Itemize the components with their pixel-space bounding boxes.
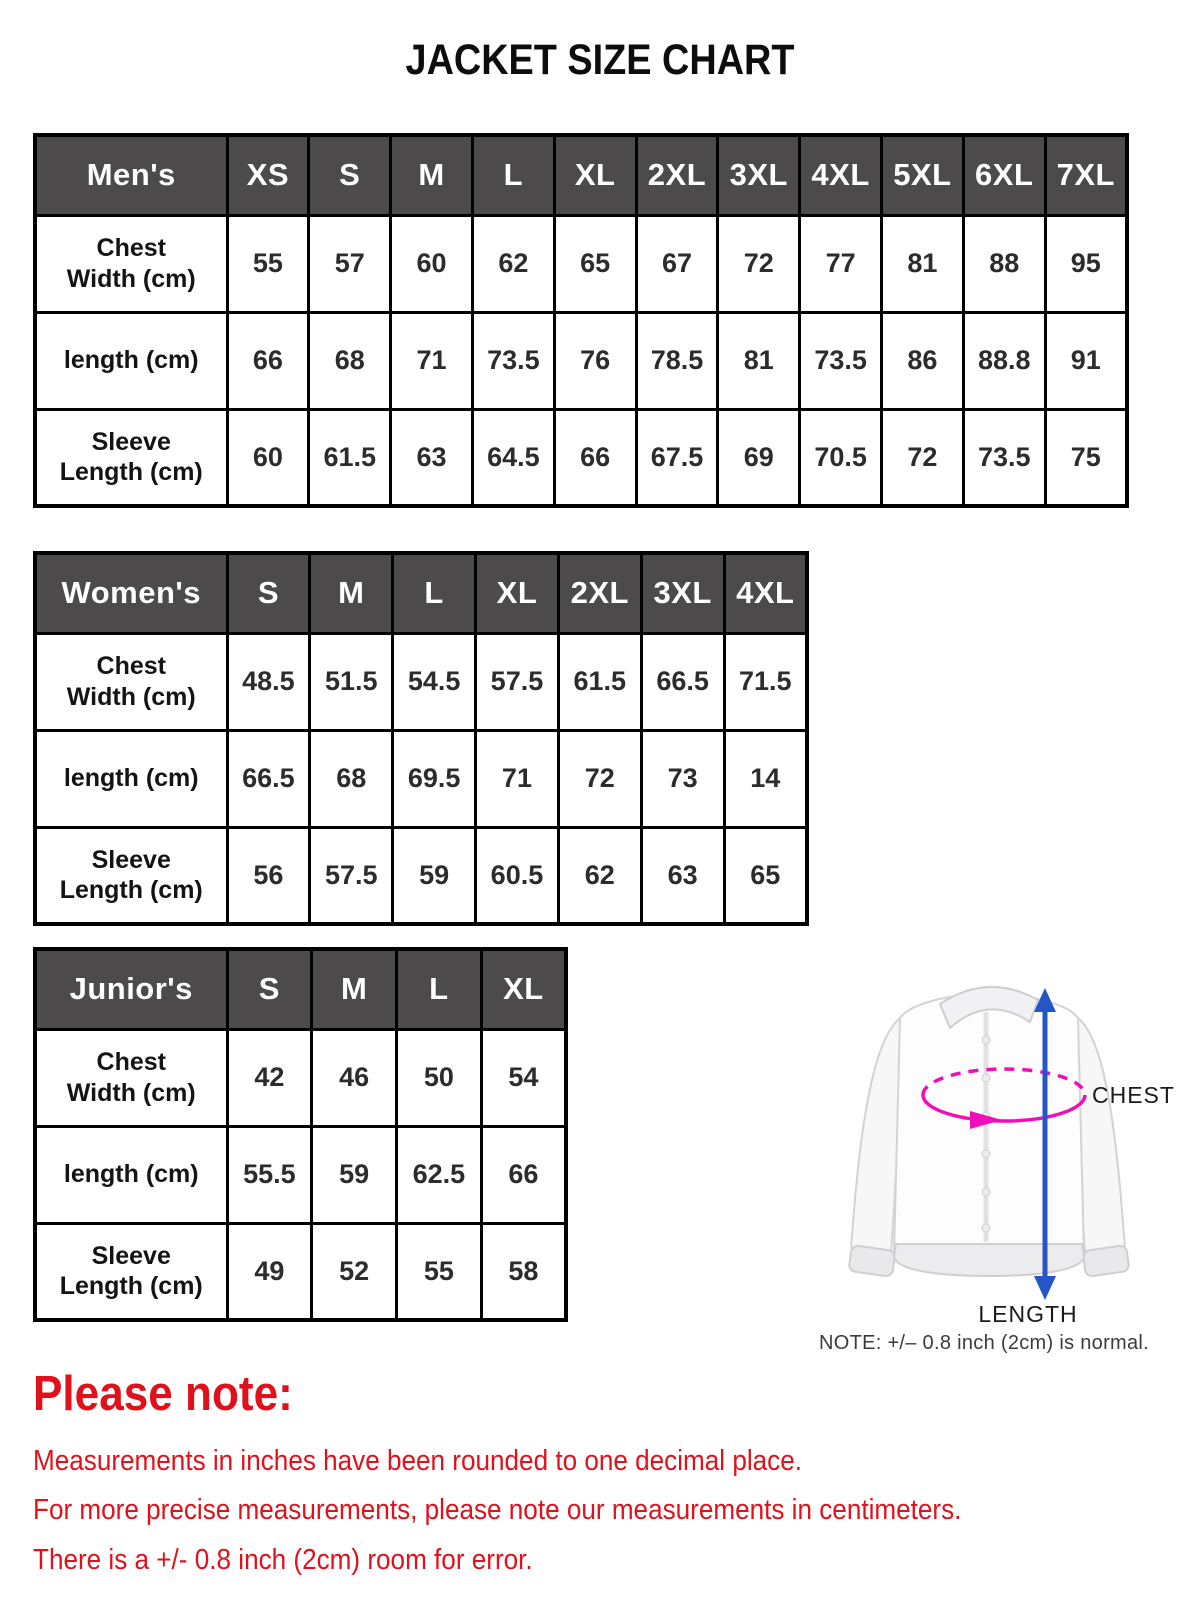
measurement-value: 55	[227, 215, 309, 312]
measurement-label: Chest Width (cm)	[35, 215, 227, 312]
size-header-cell: XL	[481, 949, 566, 1029]
measurement-row	[35, 1126, 566, 1223]
measurement-value: 88.8	[963, 312, 1045, 409]
length-label: LENGTH	[978, 1301, 1078, 1326]
measurement-value: 68	[310, 730, 393, 827]
size-header-cell: S	[309, 135, 391, 215]
measurement-value: 66.5	[641, 633, 724, 730]
please-note-heading: Please note:	[33, 1367, 293, 1421]
measurement-label: Chest Width (cm)	[35, 633, 227, 730]
please-note-line-1: Measurements in inches have been rounded to one decimal place.	[33, 1445, 802, 1477]
measurement-row	[35, 1029, 566, 1126]
size-header-row	[35, 135, 1127, 215]
womens-size-table	[33, 551, 809, 926]
size-header-cell: 3XL	[718, 135, 800, 215]
measurement-value: 55	[397, 1223, 482, 1320]
measurement-value: 56	[227, 827, 310, 924]
measurement-value: 64.5	[472, 409, 554, 506]
jacket-figure	[788, 948, 1190, 1326]
measurement-value: 14	[724, 730, 807, 827]
size-header-cell: 6XL	[963, 135, 1045, 215]
measurement-row	[35, 312, 1127, 409]
measurement-value: 54.5	[393, 633, 476, 730]
measurement-label: length (cm)	[35, 1126, 227, 1223]
measurement-label: length (cm)	[35, 312, 227, 409]
measurement-value: 71.5	[724, 633, 807, 730]
measurement-value: 67	[636, 215, 718, 312]
measurement-value: 73.5	[472, 312, 554, 409]
measurement-value: 68	[309, 312, 391, 409]
size-header-cell: 3XL	[641, 553, 724, 633]
measurement-value: 48.5	[227, 633, 310, 730]
measurement-value: 73.5	[963, 409, 1045, 506]
measurement-value: 52	[312, 1223, 397, 1320]
size-header-cell: Men's	[35, 135, 227, 215]
measurement-value: 77	[800, 215, 882, 312]
measurement-value: 73	[641, 730, 724, 827]
measurement-value: 72	[882, 409, 964, 506]
size-header-cell: 2XL	[636, 135, 718, 215]
measurement-value: 63	[641, 827, 724, 924]
measurement-value: 69.5	[393, 730, 476, 827]
measurement-value: 61.5	[309, 409, 391, 506]
measurement-row	[35, 827, 807, 924]
size-header-cell: S	[227, 553, 310, 633]
measurement-value: 60.5	[476, 827, 559, 924]
measurement-value: 49	[227, 1223, 312, 1320]
measurement-value: 63	[391, 409, 473, 506]
measurement-value: 62.5	[397, 1126, 482, 1223]
measurement-value: 42	[227, 1029, 312, 1126]
measurement-value: 66	[481, 1126, 566, 1223]
measurement-value: 78.5	[636, 312, 718, 409]
measurement-label: Chest Width (cm)	[35, 1029, 227, 1126]
measurement-label: length (cm)	[35, 730, 227, 827]
size-header-cell: L	[472, 135, 554, 215]
size-header-row	[35, 949, 566, 1029]
measurement-value: 91	[1045, 312, 1127, 409]
size-header-cell: Junior's	[35, 949, 227, 1029]
juniors-size-table	[33, 947, 568, 1322]
measurement-value: 67.5	[636, 409, 718, 506]
measurement-value: 69	[718, 409, 800, 506]
jacket-shape	[848, 987, 1129, 1277]
measurement-value: 57.5	[310, 827, 393, 924]
measurement-value: 81	[718, 312, 800, 409]
measurement-value: 59	[393, 827, 476, 924]
measurement-value: 65	[724, 827, 807, 924]
jacket-illustration	[788, 948, 1190, 1326]
measurement-label: Sleeve Length (cm)	[35, 1223, 227, 1320]
size-header-cell: XL	[476, 553, 559, 633]
size-header-cell: Women's	[35, 553, 227, 633]
size-header-row	[35, 553, 807, 633]
size-header-cell: XL	[554, 135, 636, 215]
measurement-row	[35, 730, 807, 827]
measurement-value: 59	[312, 1126, 397, 1223]
measurement-value: 70.5	[800, 409, 882, 506]
measurement-value: 73.5	[800, 312, 882, 409]
measurement-value: 81	[882, 215, 964, 312]
measurement-value: 66	[554, 409, 636, 506]
size-header-cell: L	[397, 949, 482, 1029]
page-title: JACKET SIZE CHART	[405, 36, 795, 84]
chest-label: CHEST	[1092, 1082, 1175, 1108]
size-header-cell: 5XL	[882, 135, 964, 215]
size-header-cell: 4XL	[724, 553, 807, 633]
measurement-value: 58	[481, 1223, 566, 1320]
measurement-row	[35, 409, 1127, 506]
measurement-row	[35, 215, 1127, 312]
size-header-cell: 4XL	[800, 135, 882, 215]
measurement-value: 62	[472, 215, 554, 312]
fit-note: NOTE: +/– 0.8 inch (2cm) is normal.	[818, 1332, 1150, 1354]
please-note-line-2: For more precise measurements, please note our measurements in centimeters.	[33, 1494, 962, 1527]
measurement-value: 72	[558, 730, 641, 827]
measurement-label: Sleeve Length (cm)	[35, 827, 227, 924]
measurement-value: 46	[312, 1029, 397, 1126]
measurement-value: 50	[397, 1029, 482, 1126]
measurement-value: 60	[227, 409, 309, 506]
measurement-value: 62	[558, 827, 641, 924]
measurement-value: 65	[554, 215, 636, 312]
measurement-value: 71	[476, 730, 559, 827]
measurement-value: 66.5	[227, 730, 310, 827]
measurement-value: 95	[1045, 215, 1127, 312]
measurement-value: 88	[963, 215, 1045, 312]
measurement-value: 75	[1045, 409, 1127, 506]
measurement-value: 76	[554, 312, 636, 409]
measurement-value: 60	[391, 215, 473, 312]
measurement-row	[35, 633, 807, 730]
please-note-section	[33, 1366, 1023, 1594]
measurement-value: 72	[718, 215, 800, 312]
size-header-cell: S	[227, 949, 312, 1029]
measurement-value: 51.5	[310, 633, 393, 730]
size-header-cell: M	[391, 135, 473, 215]
size-header-cell: M	[312, 949, 397, 1029]
measurement-value: 61.5	[558, 633, 641, 730]
size-header-cell: L	[393, 553, 476, 633]
size-header-cell: 2XL	[558, 553, 641, 633]
measurement-value: 86	[882, 312, 964, 409]
measurement-label: Sleeve Length (cm)	[35, 409, 227, 506]
mens-size-table	[33, 133, 1129, 508]
please-note-line-3: There is a +/- 0.8 inch (2cm) room for error.	[33, 1543, 533, 1576]
size-header-cell: 7XL	[1045, 135, 1127, 215]
measurement-value: 55.5	[227, 1126, 312, 1223]
measurement-value: 57.5	[476, 633, 559, 730]
measurement-value: 71	[391, 312, 473, 409]
measurement-value: 57	[309, 215, 391, 312]
size-header-cell: M	[310, 553, 393, 633]
measurement-row	[35, 1223, 566, 1320]
size-header-cell: XS	[227, 135, 309, 215]
measurement-value: 54	[481, 1029, 566, 1126]
measurement-value: 66	[227, 312, 309, 409]
